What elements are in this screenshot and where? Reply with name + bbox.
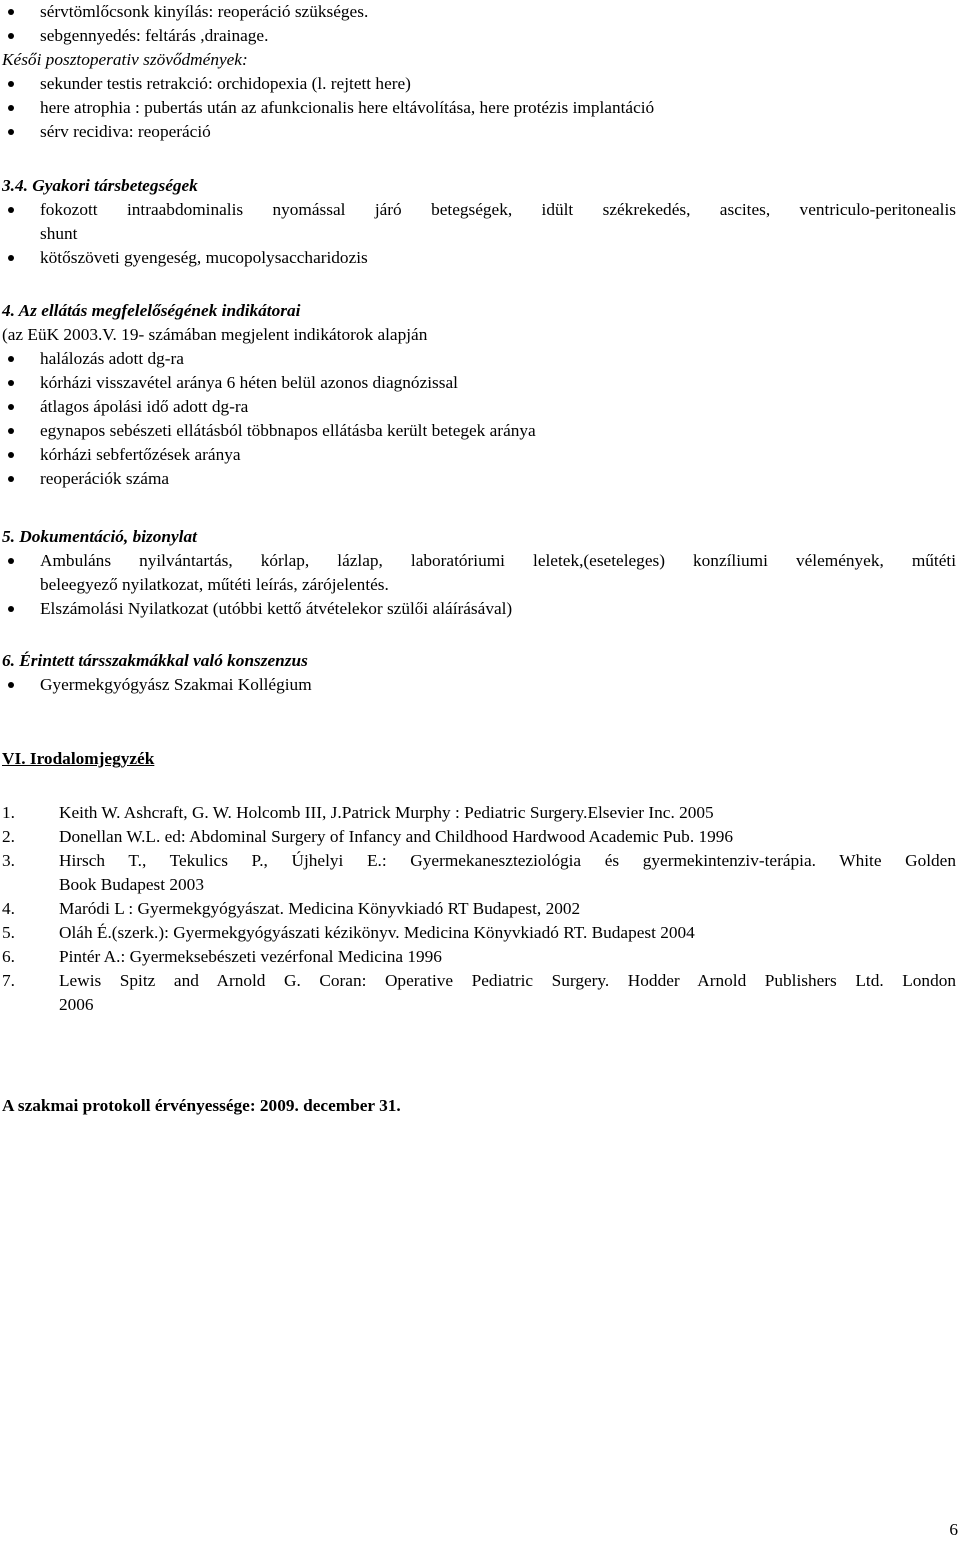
reference-item [2,801,956,825]
reference-item [2,945,956,969]
section-5 [2,525,956,621]
late-complications-heading: Késői posztoperativ szövődmények: [2,50,248,69]
section-heading: 6. Érintett társszakmákkal való konszenzus [2,651,308,670]
reference-list [2,801,956,1017]
list-item: Gyermekgyógyász Szakmai Kollégium [2,673,956,697]
list-item: sekunder testis retrakció: orchidopexia (l. rejtett here) [2,72,956,96]
list-item: sérvtömlőcsonk kinyílás: reoperáció szükséges. [2,0,956,24]
list-item: reoperációk száma [2,467,956,491]
list-item: kórházi visszavétel aránya 6 héten belül azonos diagnózissal [2,371,956,395]
reference-item [2,825,956,849]
reference-item [2,921,956,945]
section-6 [2,649,956,697]
list-item: kórházi sebfertőzések aránya [2,443,956,467]
reference-number: 7. [2,971,15,990]
validity-text: A szakmai protokoll érvényessége: 2009. december 31. [2,1096,401,1115]
list-item: átlagos ápolási idő adott dg-ra [2,395,956,419]
reference-text: Maródi L : Gyermekgyógyászat. Medicina Könyvkiadó RT Budapest, 2002 [59,899,581,918]
reference-number: 4. [2,899,15,918]
reference-text: Lewis Spitz and Arnold G. Coran: Operative Pediatric Surgery. Hodder Arnold Publishers Ltd. London [59,971,956,990]
reference-text: Oláh É.(szerk.): Gyermekgyógyászati kézikönyv. Medicina Könyvkiadó RT. Budapest 2004 [59,923,695,942]
list-item: egynapos sebészeti ellátásból többnapos ellátásba került betegek aránya [2,419,956,443]
section-4 [2,299,956,491]
reference-text-continuation: 2006 [59,995,94,1014]
reference-number: 3. [2,851,15,870]
reference-item [2,969,956,1017]
section-intro: (az EüK 2003.V. 19- számában megjelent indikátorok alapján [2,325,428,344]
reference-text: Donellan W.L. ed: Abdominal Surgery of Infancy and Childhood Hardwood Academic Pub. 1996 [59,827,734,846]
reference-text: Keith W. Ashcraft, G. W. Holcomb III, J.Patrick Murphy : Pediatric Surgery.Elsevier Inc. 2005 [59,803,714,822]
top-complications [2,0,956,144]
reference-text-continuation: Book Budapest 2003 [59,875,204,894]
list-item: halálozás adott dg-ra [2,347,956,371]
section-heading: 5. Dokumentáció, bizonylat [2,527,197,546]
list-item-line: fokozott intraabdominalis nyomással járó betegségek, idült székrekedés, ascites, ventriculo-peritonealis [2,198,956,222]
reference-number: 5. [2,923,15,942]
reference-number: 6. [2,947,15,966]
bibliography [2,747,956,771]
validity-statement [2,1094,956,1118]
list-item: kötőszöveti gyengeség, mucopolysaccharidozis [2,246,956,270]
reference-text: Pintér A.: Gyermeksebészeti vezérfonal Medicina 1996 [59,947,442,966]
bibliography-heading: VI. Irodalomjegyzék [2,749,155,768]
list-item: sérv recidiva: reoperáció [2,120,956,144]
section-heading: 4. Az ellátás megfelelőségének indikátorai [2,301,301,320]
list-item: sebgennyedés: feltárás ,drainage. [2,24,956,48]
list-item-line: Ambuláns nyilvántartás, kórlap, lázlap, laboratóriumi leletek,(eseteleges) konzíliumi vélemények, műtéti [2,549,956,573]
page-number: 6 [949,1520,958,1539]
section-heading: 3.4. Gyakori társbetegségek [2,176,198,195]
reference-text: Hirsch T., Tekulics P., Újhelyi E.: Gyermekaneszteziológia és gyermekintenziv-terápia. White Golden [59,851,956,870]
reference-item [2,849,956,897]
list-item: here atrophia : pubertás után az afunkcionalis here eltávolítása, here protézis implantáció [2,96,956,120]
list-item-continuation: shunt [40,224,78,243]
reference-number: 2. [2,827,15,846]
section-3-4 [2,174,956,270]
list-item-continuation: beleegyező nyilatkozat, műtéti leírás, zárójelentés. [40,575,389,594]
reference-item [2,897,956,921]
reference-number: 1. [2,803,15,822]
list-item: Elszámolási Nyilatkozat (utóbbi kettő átvételekor szülői aláírásával) [2,597,956,621]
